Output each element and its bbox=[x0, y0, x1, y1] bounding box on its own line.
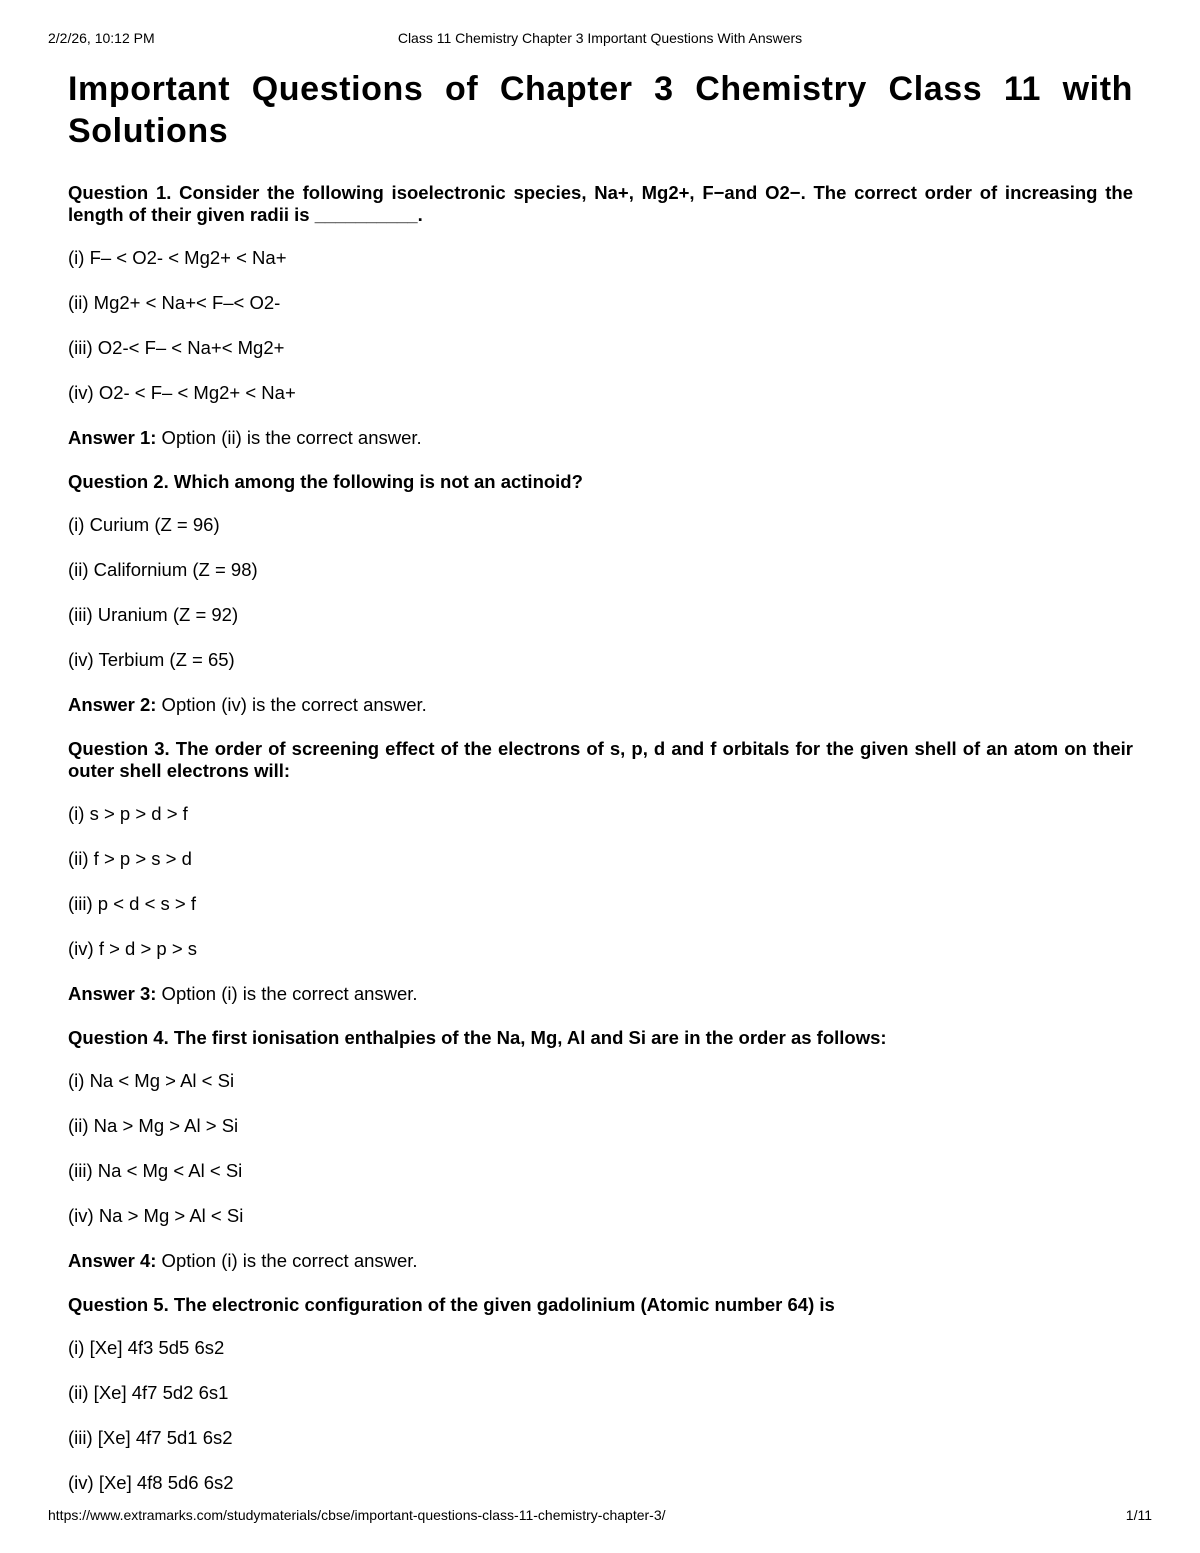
answer-text: Option (i) is the correct answer. bbox=[156, 1250, 418, 1271]
question-block-3 bbox=[68, 738, 1133, 1005]
option-item: (ii) Mg2+ < Na+< F–< O2- bbox=[68, 292, 281, 313]
option-item: (i) F– < O2- < Mg2+ < Na+ bbox=[68, 247, 287, 268]
print-document-title: Class 11 Chemistry Chapter 3 Important Questions With Answers bbox=[397, 30, 803, 46]
answer-line bbox=[68, 1250, 1133, 1272]
answer-label: Answer 2: bbox=[68, 694, 157, 715]
option-item: (ii) [Xe] 4f7 5d2 6s1 bbox=[68, 1382, 229, 1403]
print-footer bbox=[48, 1507, 1152, 1527]
print-header bbox=[48, 30, 1152, 50]
answer-label: Answer 1: bbox=[68, 427, 157, 448]
option-item: (iii) Uranium (Z = 92) bbox=[68, 604, 239, 625]
question-text: Question 5. The electronic configuration of the given gadolinium (Atomic number 64) is bbox=[68, 1294, 835, 1315]
option-item: (ii) f > p > s > d bbox=[68, 848, 192, 869]
question-text: Question 1. Consider the following isoelectronic species, Na+, Mg2+, F−and O2−. The correct order of increasing the length of their given radii is __________. bbox=[68, 182, 1133, 225]
option-item: (iii) Na < Mg < Al < Si bbox=[68, 1160, 243, 1181]
answer-label: Answer 4: bbox=[68, 1250, 157, 1271]
answer-line bbox=[68, 427, 1133, 449]
option-item: (ii) Na > Mg > Al > Si bbox=[68, 1115, 239, 1136]
option-item: (i) Curium (Z = 96) bbox=[68, 514, 220, 535]
answer-line bbox=[68, 694, 1133, 716]
answer-label: Answer 3: bbox=[68, 983, 157, 1004]
question-block-1 bbox=[68, 182, 1133, 449]
question-text: Question 3. The order of screening effect of the electrons of s, p, d and f orbitals for the given shell of an atom on their outer shell electrons will: bbox=[68, 738, 1133, 781]
option-item: (ii) Californium (Z = 98) bbox=[68, 559, 258, 580]
answer-text: Option (ii) is the correct answer. bbox=[156, 427, 422, 448]
question-block-2 bbox=[68, 471, 1133, 716]
option-item: (iv) [Xe] 4f8 5d6 6s2 bbox=[68, 1472, 234, 1493]
option-item: (iii) [Xe] 4f7 5d1 6s2 bbox=[68, 1427, 233, 1448]
page-url: https://www.extramarks.com/studymaterials/cbse/important-questions-class-11-chemistry-chapter-3/ bbox=[48, 1507, 666, 1523]
page-heading: Important Questions of Chapter 3 Chemistry Class 11 with Solutions bbox=[68, 70, 1133, 150]
option-item: (i) Na < Mg > Al < Si bbox=[68, 1070, 235, 1091]
answer-text: Option (i) is the correct answer. bbox=[156, 983, 418, 1004]
answer-text: Option (iv) is the correct answer. bbox=[156, 694, 427, 715]
option-item: (iii) O2-< F– < Na+< Mg2+ bbox=[68, 337, 285, 358]
question-block-4 bbox=[68, 1027, 1133, 1272]
answer-line bbox=[68, 983, 1133, 1005]
question-text: Question 4. The first ionisation enthalpies of the Na, Mg, Al and Si are in the order as follows: bbox=[68, 1027, 887, 1048]
print-date: 2/2/26, 10:12 PM bbox=[48, 30, 155, 46]
option-item: (iv) Na > Mg > Al < Si bbox=[68, 1205, 244, 1226]
question-text: Question 2. Which among the following is not an actinoid? bbox=[68, 471, 583, 492]
option-item: (i) s > p > d > f bbox=[68, 803, 188, 824]
option-item: (iv) Terbium (Z = 65) bbox=[68, 649, 235, 670]
option-item: (iv) f > d > p > s bbox=[68, 938, 198, 959]
document-body bbox=[68, 68, 1133, 1517]
option-item: (i) [Xe] 4f3 5d5 6s2 bbox=[68, 1337, 225, 1358]
option-item: (iii) p < d < s > f bbox=[68, 893, 197, 914]
question-block-5 bbox=[68, 1294, 1133, 1494]
page-number: 1/11 bbox=[1125, 1507, 1152, 1523]
option-item: (iv) O2- < F– < Mg2+ < Na+ bbox=[68, 382, 296, 403]
